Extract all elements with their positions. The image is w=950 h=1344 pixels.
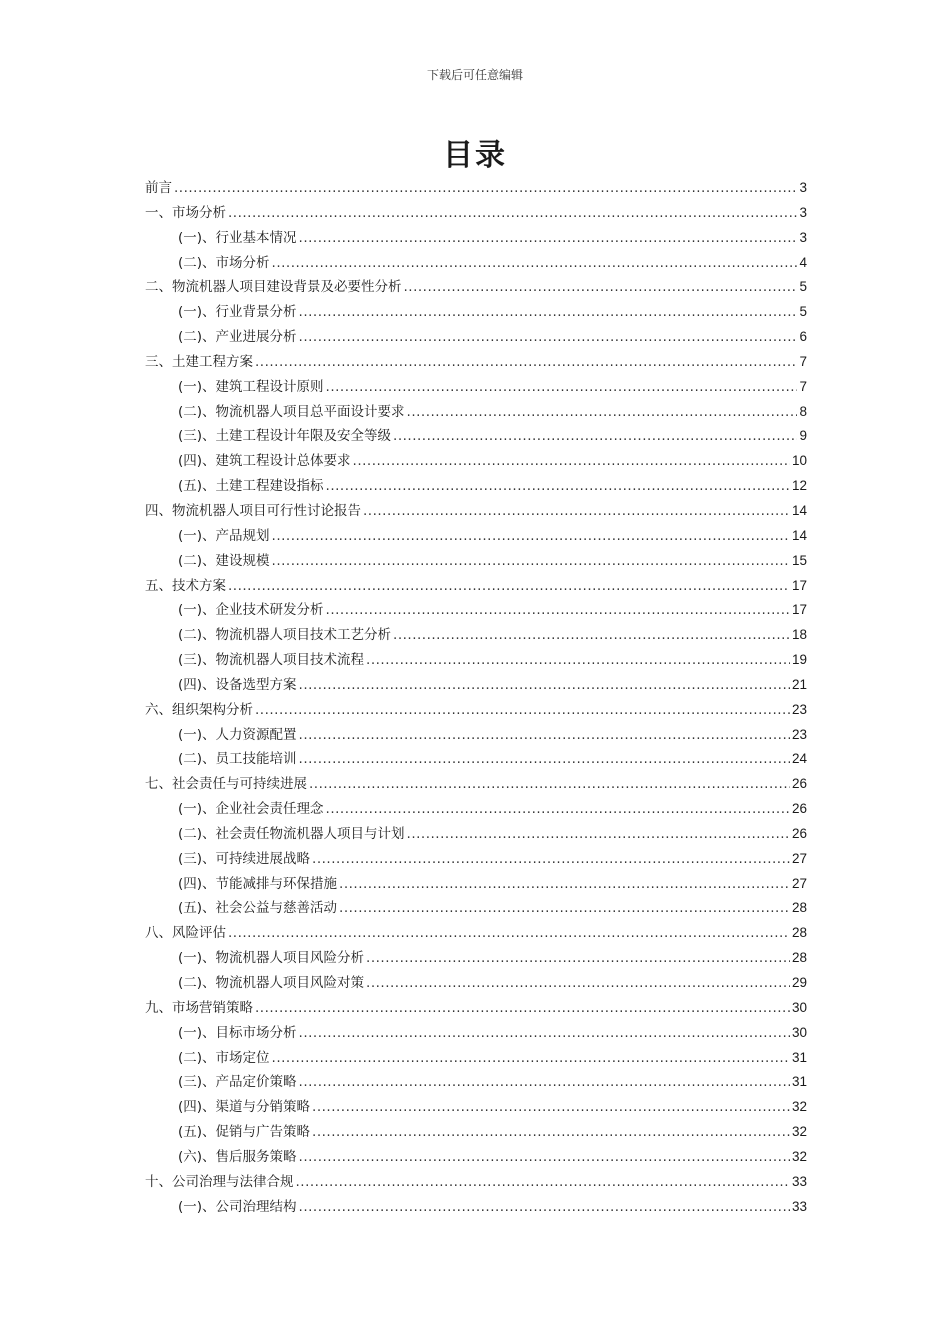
toc-entry-label: (五)、社会公益与慈善活动 [178, 900, 338, 917]
toc-entry[interactable] [145, 921, 807, 946]
toc-leader-dots [299, 300, 798, 325]
toc-entry-label: (四)、节能减排与环保措施 [178, 875, 338, 892]
toc-leader-dots [228, 921, 790, 946]
toc-entry-page-number: 10 [791, 453, 807, 469]
toc-leader-dots [299, 723, 790, 748]
toc-entry-page-number: 14 [791, 527, 807, 543]
toc-entry-page-number: 9 [799, 428, 807, 444]
toc-entry-page-number: 4 [799, 254, 807, 270]
toc-entry-label: (一)、企业社会责任理念 [178, 801, 324, 818]
toc-entry[interactable] [145, 1170, 807, 1195]
toc-entry[interactable] [145, 400, 807, 425]
toc-entry-page-number: 15 [791, 552, 807, 568]
toc-leader-dots [299, 1145, 790, 1170]
toc-entry[interactable] [145, 1145, 807, 1170]
toc-entry-label: (三)、可持续进展战略 [178, 850, 311, 867]
toc-entry[interactable] [145, 822, 807, 847]
toc-leader-dots [339, 872, 790, 897]
toc-leader-dots [312, 1120, 790, 1145]
toc-entry-page-number: 26 [791, 801, 807, 817]
toc-entry[interactable] [145, 847, 807, 872]
toc-entry-label: (一)、产品规划 [178, 527, 270, 544]
toc-entry-label: (五)、促销与广告策略 [178, 1124, 311, 1141]
toc-entry-label: (三)、物流机器人项目技术流程 [178, 652, 365, 669]
toc-entry-page-number: 26 [791, 825, 807, 841]
toc-leader-dots [299, 1021, 790, 1046]
toc-entry-page-number: 5 [799, 279, 807, 295]
toc-entry[interactable] [145, 946, 807, 971]
toc-leader-dots [299, 226, 798, 251]
toc-entry[interactable] [145, 275, 807, 300]
toc-entry[interactable] [145, 747, 807, 772]
toc-entry-label: (一)、建筑工程设计原则 [178, 378, 324, 395]
toc-entry[interactable] [145, 598, 807, 623]
toc-entry[interactable] [145, 971, 807, 996]
table-of-contents [145, 176, 807, 1219]
toc-entry-page-number: 3 [799, 229, 807, 245]
toc-entry[interactable] [145, 176, 807, 201]
toc-leader-dots [312, 1095, 790, 1120]
toc-leader-dots [299, 747, 790, 772]
toc-entry[interactable] [145, 226, 807, 251]
toc-entry-label: 二、物流机器人项目建设背景及必要性分析 [145, 279, 402, 296]
toc-leader-dots [228, 201, 797, 226]
toc-entry[interactable] [145, 350, 807, 375]
toc-entry[interactable] [145, 1046, 807, 1071]
toc-entry-label: 十、公司治理与法律合规 [145, 1173, 294, 1190]
toc-leader-dots [309, 772, 790, 797]
toc-entry[interactable] [145, 648, 807, 673]
toc-entry-page-number: 7 [799, 353, 807, 369]
toc-entry[interactable] [145, 499, 807, 524]
toc-entry[interactable] [145, 574, 807, 599]
toc-entry-label: 五、技术方案 [145, 577, 226, 594]
toc-entry-page-number: 27 [791, 850, 807, 866]
toc-leader-dots [299, 1070, 790, 1095]
toc-entry-label: 九、市场营销策略 [145, 999, 253, 1016]
toc-leader-dots [366, 648, 790, 673]
toc-entry[interactable] [145, 673, 807, 698]
toc-entry-page-number: 17 [791, 577, 807, 593]
toc-entry-page-number: 32 [791, 1124, 807, 1140]
toc-entry-label: (二)、物流机器人项目风险对策 [178, 975, 365, 991]
toc-entry[interactable] [145, 1195, 807, 1220]
toc-leader-dots [299, 325, 798, 350]
toc-entry-page-number: 3 [799, 180, 807, 195]
toc-entry-label: (二)、社会责任物流机器人项目与计划 [178, 825, 405, 842]
toc-entry-page-number: 7 [799, 378, 807, 394]
toc-entry-page-number: 19 [791, 652, 807, 668]
toc-entry[interactable] [145, 449, 807, 474]
toc-leader-dots [299, 1195, 790, 1220]
toc-entry-label: (四)、设备选型方案 [178, 676, 297, 693]
toc-leader-dots [272, 524, 790, 549]
toc-entry-page-number: 26 [791, 776, 807, 792]
toc-entry-page-number: 28 [791, 900, 807, 916]
toc-entry-label: (一)、企业技术研发分析 [178, 602, 324, 619]
toc-entry-page-number: 28 [791, 950, 807, 966]
toc-entry[interactable] [145, 698, 807, 723]
toc-leader-dots [255, 996, 790, 1021]
toc-entry-label: (二)、产业进展分析 [178, 329, 297, 346]
toc-leader-dots [393, 623, 790, 648]
toc-entry[interactable] [145, 797, 807, 822]
toc-leader-dots [393, 424, 797, 449]
toc-entry-label: (二)、物流机器人项目技术工艺分析 [178, 627, 392, 644]
toc-leader-dots [312, 847, 790, 872]
toc-entry-page-number: 23 [791, 701, 807, 717]
toc-entry-label: (二)、市场定位 [178, 1049, 270, 1066]
toc-entry[interactable] [145, 872, 807, 897]
toc-leader-dots [326, 598, 790, 623]
toc-leader-dots [272, 251, 798, 276]
toc-entry-label: 六、组织架构分析 [145, 701, 253, 718]
toc-entry-label: (一)、行业背景分析 [178, 304, 297, 321]
toc-entry[interactable] [145, 524, 807, 549]
toc-leader-dots [363, 499, 790, 524]
toc-leader-dots [404, 275, 798, 300]
toc-entry-page-number: 14 [791, 502, 807, 518]
toc-leader-dots [174, 176, 797, 201]
toc-leader-dots [407, 400, 798, 425]
toc-entry-page-number: 31 [791, 1074, 807, 1090]
toc-leader-dots [296, 1170, 790, 1195]
toc-entry[interactable] [145, 375, 807, 400]
toc-entry-page-number: 27 [791, 875, 807, 891]
toc-entry-label: (四)、建筑工程设计总体要求 [178, 453, 351, 470]
document-title: 目录 [443, 138, 507, 173]
toc-leader-dots [366, 971, 790, 996]
toc-entry[interactable] [145, 723, 807, 748]
toc-entry-page-number: 29 [791, 975, 807, 990]
toc-entry[interactable] [145, 549, 807, 574]
toc-leader-dots [339, 896, 790, 921]
toc-leader-dots [255, 350, 797, 375]
toc-entry-label: (二)、市场分析 [178, 254, 270, 271]
toc-leader-dots [326, 797, 790, 822]
toc-entry[interactable] [145, 1021, 807, 1046]
toc-entry[interactable] [145, 1070, 807, 1095]
toc-entry-label: (二)、物流机器人项目总平面设计要求 [178, 403, 405, 420]
toc-entry[interactable] [145, 896, 807, 921]
toc-entry[interactable] [145, 772, 807, 797]
toc-entry-page-number: 32 [791, 1099, 807, 1115]
toc-entry-page-number: 6 [799, 329, 807, 345]
toc-entry-page-number: 32 [791, 1148, 807, 1164]
toc-entry-page-number: 31 [791, 1049, 807, 1065]
toc-entry-page-number: 30 [791, 1024, 807, 1040]
page-header: 下载后可任意编辑 [426, 68, 523, 82]
toc-entry-label: (六)、售后服务策略 [178, 1148, 297, 1165]
toc-entry[interactable] [145, 424, 807, 449]
toc-entry-label: (一)、物流机器人项目风险分析 [178, 950, 365, 967]
toc-entry[interactable] [145, 996, 807, 1021]
toc-entry-label: (一)、人力资源配置 [178, 726, 297, 743]
toc-entry[interactable] [145, 1095, 807, 1120]
toc-leader-dots [407, 822, 790, 847]
toc-leader-dots [272, 1046, 790, 1071]
toc-entry[interactable] [145, 623, 807, 648]
toc-entry[interactable] [145, 300, 807, 325]
toc-leader-dots [326, 375, 798, 400]
toc-leader-dots [228, 574, 790, 599]
toc-entry-label: (一)、公司治理结构 [178, 1198, 297, 1215]
toc-entry-page-number: 18 [791, 627, 807, 643]
toc-leader-dots [299, 673, 790, 698]
toc-leader-dots [255, 698, 790, 723]
toc-entry-page-number: 21 [791, 676, 807, 692]
toc-entry-page-number: 30 [791, 999, 807, 1015]
toc-entry-label: (四)、渠道与分销策略 [178, 1099, 311, 1116]
toc-entry-page-number: 28 [791, 925, 807, 941]
toc-entry-label: (三)、产品定价策略 [178, 1074, 297, 1091]
toc-entry[interactable] [145, 325, 807, 350]
toc-leader-dots [272, 549, 790, 574]
toc-entry[interactable] [145, 251, 807, 276]
toc-entry-page-number: 33 [791, 1173, 807, 1189]
toc-entry[interactable] [145, 201, 807, 226]
toc-entry-page-number: 33 [791, 1198, 807, 1214]
toc-entry-page-number: 8 [799, 403, 807, 419]
toc-entry-label: 七、社会责任与可持续进展 [145, 776, 307, 793]
toc-entry-page-number: 5 [799, 304, 807, 320]
toc-entry-label: 四、物流机器人项目可行性讨论报告 [145, 502, 361, 519]
toc-entry-label: 前言 [145, 180, 172, 196]
toc-entry-label: 三、土建工程方案 [145, 353, 253, 370]
toc-entry-label: (一)、行业基本情况 [178, 229, 297, 246]
toc-entry-page-number: 24 [791, 751, 807, 767]
toc-leader-dots [366, 946, 790, 971]
toc-entry-label: (二)、员工技能培训 [178, 751, 297, 768]
toc-entry-label: (五)、土建工程建设指标 [178, 478, 324, 495]
toc-leader-dots [353, 449, 790, 474]
toc-leader-dots [326, 474, 790, 499]
toc-entry-label: 八、风险评估 [145, 925, 226, 942]
toc-entry-page-number: 12 [791, 478, 807, 494]
toc-entry-label: 一、市场分析 [145, 204, 226, 221]
toc-entry[interactable] [145, 474, 807, 499]
toc-entry-label: (二)、建设规模 [178, 552, 270, 569]
toc-entry-label: (三)、土建工程设计年限及安全等级 [178, 428, 392, 445]
toc-entry-label: (一)、目标市场分析 [178, 1024, 297, 1041]
toc-entry[interactable] [145, 1120, 807, 1145]
toc-entry-page-number: 23 [791, 726, 807, 742]
toc-entry-page-number: 3 [799, 204, 807, 220]
toc-entry-page-number: 17 [791, 602, 807, 618]
